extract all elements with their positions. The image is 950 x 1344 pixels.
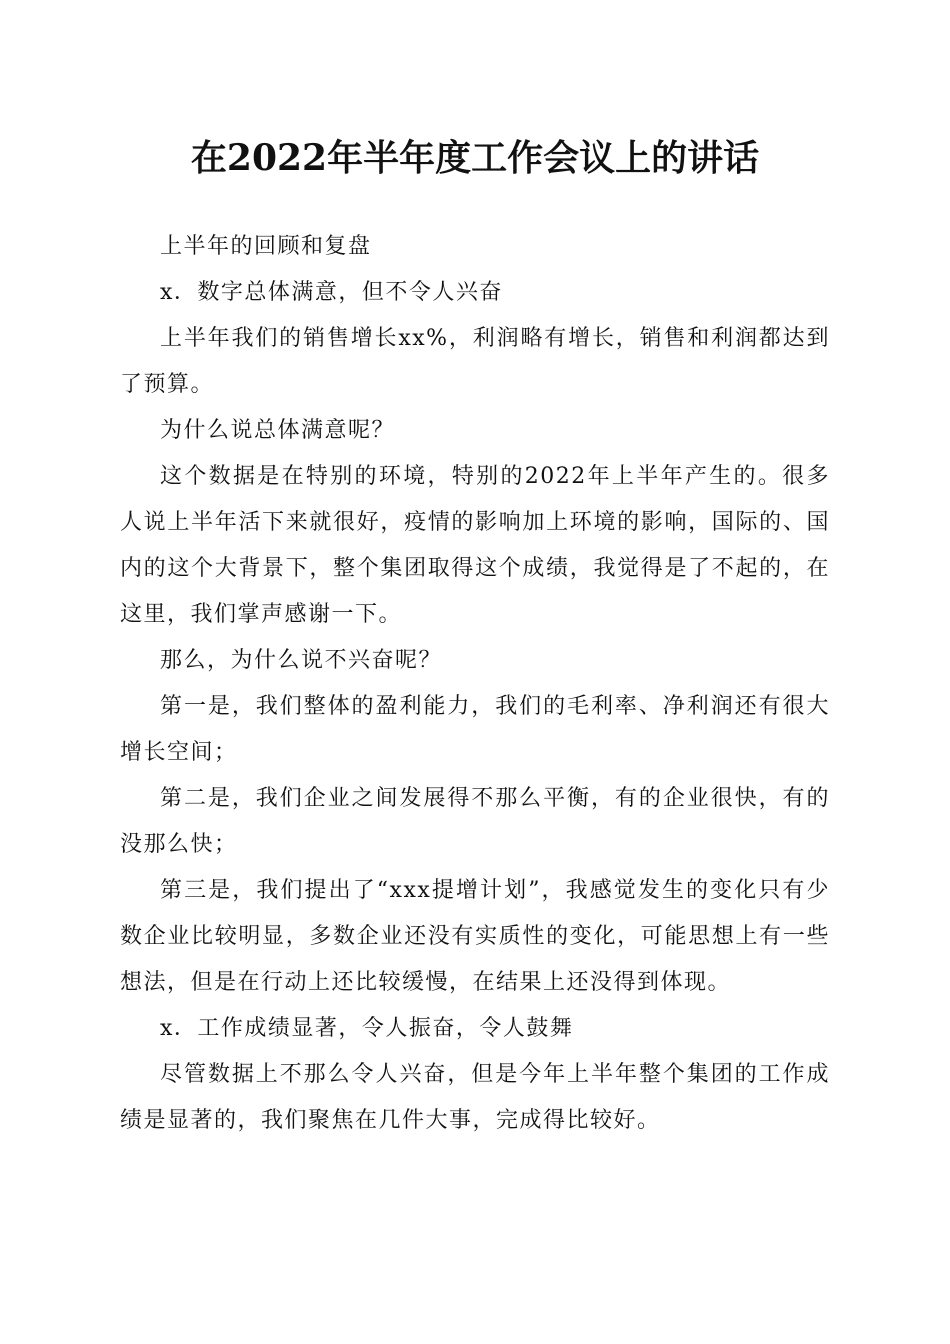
paragraph-question-not-excited: 那么，为什么说不兴奋呢？ — [160, 648, 443, 673]
paragraph-point-second: 第二是，我们企业之间发展得不那么平衡，有的企业很快，有的没那么快； — [120, 786, 830, 857]
paragraph-point-first: 第一是，我们整体的盈利能力，我们的毛利率、净利润还有很大增长空间； — [120, 694, 830, 765]
paragraph-achievements: 尽管数据上不那么令人兴奋，但是今年上半年整个集团的工作成绩是显著的，我们聚焦在几件大事，完成得比较好。 — [120, 1062, 830, 1133]
paragraph-section-heading-1: x．数字总体满意，但不令人兴奋 — [160, 280, 503, 305]
paragraph-review-heading: 上半年的回顾和复盘 — [160, 234, 372, 259]
document-title: 在2022年半年度工作会议上的讲话 — [190, 137, 760, 179]
paragraph-point-third: 第三是，我们提出了“xxx提增计划”，我感觉发生的变化只有少数企业比较明显，多数企业还没有实质性的变化，可能思想上有一些想法，但是在行动上还比较缓慢，在结果上还没得到体现。 — [120, 878, 830, 995]
paragraph-sales-growth: 上半年我们的销售增长xx%，利润略有增长，销售和利润都达到了预算。 — [120, 326, 830, 397]
paragraph-special-environment: 这个数据是在特别的环境，特别的2022年上半年产生的。很多人说上半年活下来就很好，疫情的影响加上环境的影响，国际的、国内的这个大背景下，整个集团取得这个成绩，我觉得是了不起的，在这里，我们掌声感谢一下。 — [120, 464, 830, 627]
document-body — [120, 224, 830, 1144]
paragraph-question-satisfied: 为什么说总体满意呢？ — [160, 418, 396, 443]
paragraph-section-heading-2: x．工作成绩显著，令人振奋，令人鼓舞 — [160, 1016, 574, 1041]
